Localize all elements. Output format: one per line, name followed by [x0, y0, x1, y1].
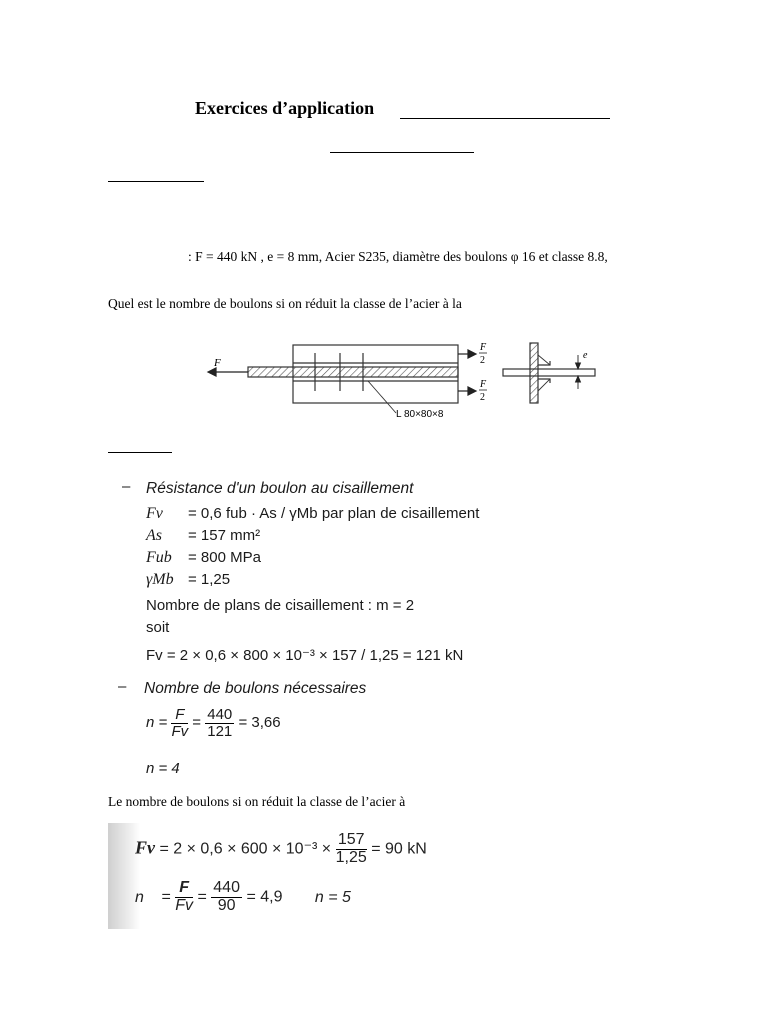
- thickness-label: e: [583, 350, 588, 361]
- shear-planes: Nombre de plans de cisaillement : m = 2: [146, 597, 415, 614]
- bolts-heading: Nombre de boulons nécessaires: [144, 680, 367, 697]
- page-title: Exercices d’application: [195, 98, 375, 118]
- n-formula: n = $\frac{F}{Fv}$ = $\frac{440}{121}$ = 3,66: [146, 706, 281, 740]
- as-rhs: = 157 mm²: [188, 527, 261, 544]
- reduced-n-frac1-num: F: [175, 880, 193, 898]
- reduced-n-frac2-num: 440: [213, 879, 240, 896]
- n-lhs: n =: [146, 714, 168, 732]
- half-force-top-label: F: [480, 342, 487, 353]
- as-lhs: As: [146, 527, 162, 544]
- soit-text: soit: [146, 619, 170, 636]
- gmb-lhs: γMb: [146, 571, 174, 588]
- reduced-fv-expr: = 2 × 0,6 × 600 × 10⁻³ ×: [159, 840, 332, 858]
- n-final: n = 4: [146, 760, 180, 777]
- fv-lhs: Fv: [146, 505, 163, 522]
- half-force-top-denominator: 2: [480, 355, 485, 366]
- given-data-line: : F = 440 kN , e = 8 mm, Acier S235, diamètre des boulons φ 16 et classe 8.8,: [188, 249, 608, 264]
- reduced-n-formula: n = $\frac{F}{Fv}$ = $\frac{440}{90}$ = 4,9 n = 5: [135, 879, 351, 914]
- n-frac1-den: Fv: [171, 722, 189, 740]
- reduced-n-result: = 4,9: [246, 888, 283, 906]
- reduced-n-fraction-symbolic: [175, 880, 193, 915]
- reduced-n-frac2-den: 90: [217, 896, 236, 914]
- angle-section-label: L 80×80×8: [396, 409, 444, 420]
- reduced-fv-result: = 90 kN: [371, 840, 427, 858]
- fub-rhs: = 800 MPa: [188, 549, 261, 566]
- reduced-n-frac1-den: Fv: [175, 896, 194, 914]
- reduced-n-fraction-numeric: [211, 880, 242, 915]
- n-result: = 3,66: [238, 714, 281, 732]
- reduced-class-intro: Le nombre de boulons si on réduit la classe de l’acier à: [108, 794, 406, 809]
- fub-value: [146, 549, 261, 567]
- dash-bullet-bolts: –: [118, 678, 127, 695]
- fv-formula: [146, 505, 479, 523]
- reduced-n-lhs: n: [135, 888, 144, 906]
- n-frac2-num: 440: [207, 706, 233, 723]
- as-value: [146, 527, 260, 545]
- dash-bullet-shear: –: [122, 478, 131, 495]
- reduced-fv-fraction: [336, 832, 367, 867]
- gmb-value: [146, 571, 230, 589]
- question-line: Quel est le nombre de boulons si on réduit la classe de l’acier à la: [108, 296, 462, 311]
- n-frac1-num: F: [171, 707, 188, 724]
- half-force-bottom-label: F: [480, 379, 487, 390]
- n-frac2-den: 121: [207, 722, 233, 740]
- shear-heading: Résistance d'un boulon au cisaillement: [146, 480, 414, 497]
- fv-rhs: = 0,6 fub · As / γMb par plan de cisaillement: [188, 505, 480, 522]
- gmb-rhs: = 1,25: [188, 571, 231, 588]
- reduced-fv-lhs: Fv: [135, 837, 155, 858]
- force-label: F: [214, 357, 221, 369]
- reduced-fv-frac-num: 157: [336, 832, 367, 850]
- reduced-fv-frac-den: 1,25: [335, 848, 367, 866]
- n-fraction-symbolic: [171, 707, 188, 740]
- n-fraction-numeric: [205, 707, 234, 740]
- fub-lhs: Fub: [146, 549, 172, 566]
- reduced-fv-formula: [135, 832, 427, 867]
- half-force-bottom-denominator: 2: [480, 392, 485, 403]
- fv-calculation: Fv = 2 × 0,6 × 800 × 10⁻³ × 157 / 1,25 = 121 kN: [146, 647, 464, 664]
- reduced-n-final: n = 5: [314, 888, 351, 906]
